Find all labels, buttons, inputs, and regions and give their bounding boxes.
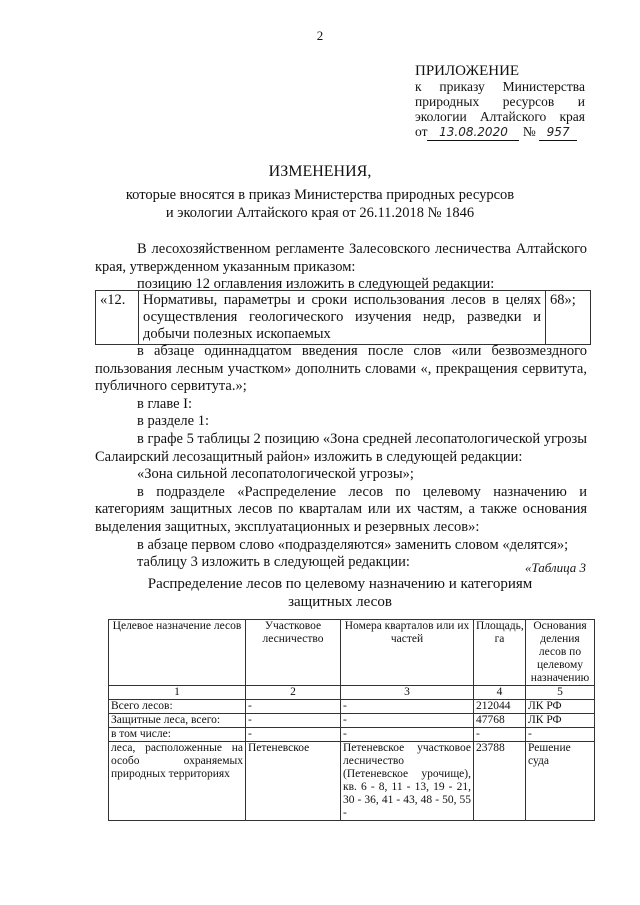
from-label: от: [415, 124, 428, 139]
contents-page: 68»;: [546, 291, 591, 345]
table-label: «Таблица 3: [524, 560, 586, 575]
header-cell: Площадь, га: [474, 620, 526, 686]
table-cell: Всего лесов:: [109, 700, 246, 714]
header-cell: Участковое лесничество: [246, 620, 341, 686]
subtitle-line-2: и экологии Алтайского края от 26.11.2018 № 1846: [165, 205, 475, 221]
appendix-date-line: [415, 124, 585, 141]
table-cell: -: [341, 728, 474, 742]
table-cell: Защитные леса, всего:: [109, 714, 246, 728]
appendix-line-1: к приказу Министерства: [415, 79, 585, 94]
contents-row: [96, 291, 591, 345]
table-title-line-1: Распределение лесов по целевому назначению и категориям: [147, 576, 533, 592]
paragraph: в разделе 1:: [137, 413, 210, 430]
table-cell: Решение суда: [526, 742, 595, 821]
header-cell: Номера кварталов или их частей: [341, 620, 474, 686]
table-header-row: [109, 620, 595, 686]
paragraph: позицию 12 оглавления изложить в следующей редакции:: [137, 276, 495, 293]
header-cell: Целевое назначение лесов: [109, 620, 246, 686]
paragraph: таблицу 3 изложить в следующей редакции:: [137, 554, 410, 571]
table-cell: ЛК РФ: [526, 700, 595, 714]
table-cell: -: [341, 700, 474, 714]
paragraph: в подразделе «Распределение лесов по целевому назначению и категориям защитных лесов по кварталам или их частям, а также основания выделения защитных, эксплуатационных и резервных лесов»:: [95, 483, 587, 535]
appendix-line-2: природных ресурсов и: [415, 94, 585, 109]
number-label: №: [522, 124, 536, 139]
number-field: [539, 124, 577, 141]
body-part-1: [95, 241, 587, 294]
table-cell: 47768: [474, 714, 526, 728]
table-cell: -: [341, 714, 474, 728]
table-row: [109, 728, 595, 742]
paragraph: в абзаце одиннадцатом введения после слов «или безвозмездного пользования лесным участком» дополнить словами «, прекращения сервитута, публичного сервитута.»;: [95, 343, 587, 395]
paragraph: В лесохозяйственном регламенте Залесовского лесничества Алтайского края, утвержденном указанным приказом:: [95, 241, 587, 275]
table-cell: 23788: [474, 742, 526, 821]
table-cell: в том числе:: [109, 728, 246, 742]
paragraph: в графе 5 таблицы 2 позицию «Зона средней лесопатологической угрозы Салаирский лесозащитный район» изложить в следующей редакции:: [95, 430, 587, 465]
paragraph: «Зона сильной лесопатологической угрозы»;: [137, 466, 414, 483]
subtitle-line-1: которые вносятся в приказ Министерства природных ресурсов: [125, 187, 515, 203]
table-title-line-2: защитных лесов: [288, 594, 392, 610]
column-number: 5: [526, 686, 595, 700]
paragraph: в абзаце первом слово «подразделяются» заменить словом «делятся»;: [137, 536, 569, 553]
table-cell: -: [246, 700, 341, 714]
contents-table: [95, 290, 591, 345]
document-title: ИЗМЕНЕНИЯ,: [268, 163, 372, 180]
table-title: [100, 575, 580, 611]
column-number: 4: [474, 686, 526, 700]
table-cell: 212044: [474, 700, 526, 714]
column-number: 3: [341, 686, 474, 700]
table-cell: леса, расположенные на особо охраняемых природных территориях: [109, 742, 246, 821]
contents-num: «12.: [96, 291, 139, 345]
date-field: [427, 124, 519, 141]
contents-text: Нормативы, параметры и сроки использования лесов в целях осуществления геологического изучения недр, разведки и добычи полезных ископаемых: [139, 291, 546, 345]
handwritten-date: 13.08.2020: [439, 125, 508, 139]
appendix-block: [415, 64, 585, 141]
forest-distribution-table: [108, 619, 595, 821]
table-cell: -: [474, 728, 526, 742]
document-subtitle: [60, 186, 580, 222]
column-number-row: [109, 686, 595, 700]
table-cell: -: [526, 728, 595, 742]
table-cell: -: [246, 714, 341, 728]
table-cell: -: [246, 728, 341, 742]
table-row: [109, 714, 595, 728]
handwritten-number: 957: [546, 125, 570, 139]
header-cell: Основания деления лесов по целевому назначению: [526, 620, 595, 686]
appendix-line-3: экологии Алтайского края: [415, 109, 585, 124]
table-cell: Петеневское: [246, 742, 341, 821]
appendix-title: ПРИЛОЖЕНИЕ: [415, 63, 520, 79]
column-number: 2: [246, 686, 341, 700]
body-part-2: [95, 343, 587, 572]
table-cell: ЛК РФ: [526, 714, 595, 728]
table-row: [109, 700, 595, 714]
table-cell: Петеневское участковое лесничество (Петеневское урочище), кв. 6 - 8, 11 - 13, 19 - 21, 30 - 36, 41 - 43, 48 - 50, 55 -: [341, 742, 474, 821]
column-number: 1: [109, 686, 246, 700]
table-row: [109, 742, 595, 821]
page-number: 2: [316, 28, 324, 43]
paragraph: в главе I:: [137, 395, 193, 412]
